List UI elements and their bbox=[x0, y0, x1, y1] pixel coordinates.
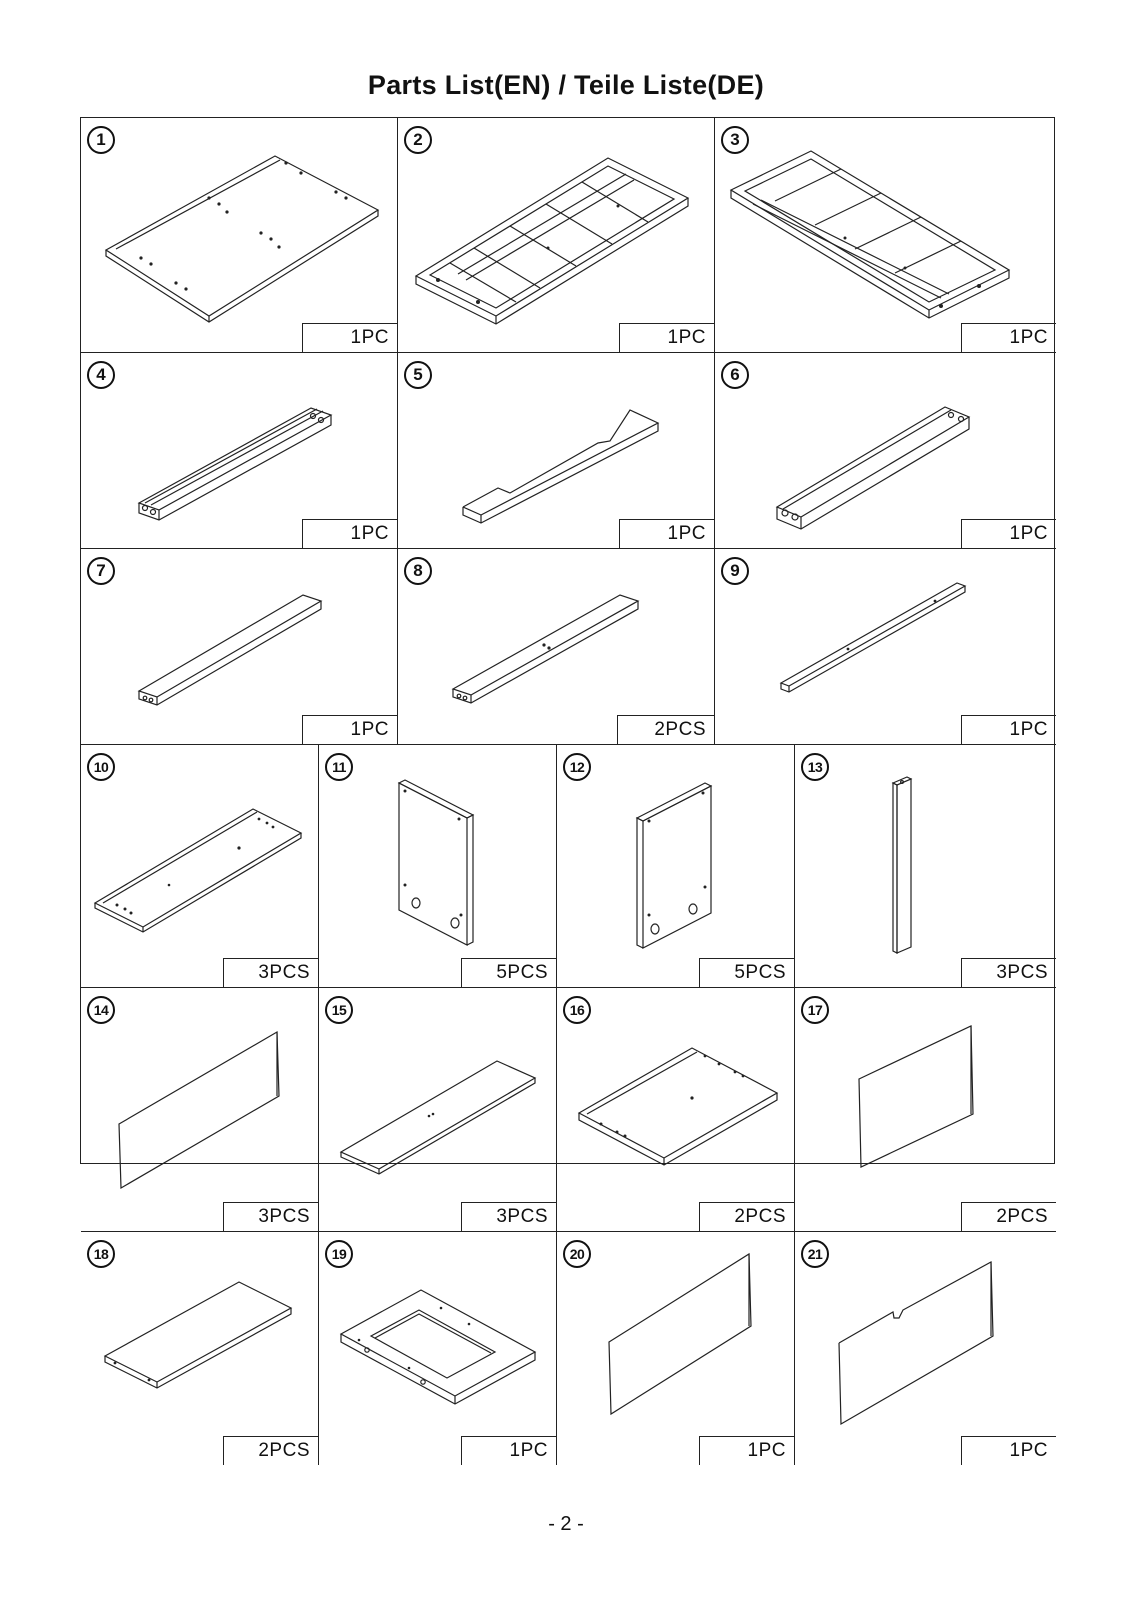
part-number-badge: 9 bbox=[721, 557, 749, 585]
part-2-drawing bbox=[398, 118, 715, 353]
quantity-label: 1PC bbox=[302, 715, 398, 745]
part-cell-2 bbox=[398, 118, 715, 353]
part-14-drawing bbox=[81, 988, 319, 1232]
part-cell-16 bbox=[557, 988, 795, 1232]
part-number-badge: 12 bbox=[563, 753, 591, 781]
part-number-badge: 11 bbox=[325, 753, 353, 781]
part-cell-20 bbox=[557, 1232, 795, 1465]
part-13-drawing bbox=[795, 745, 1056, 988]
part-number-badge: 8 bbox=[404, 557, 432, 585]
part-cell-8 bbox=[398, 549, 715, 745]
part-cell-17 bbox=[795, 988, 1056, 1232]
part-number-badge: 5 bbox=[404, 361, 432, 389]
quantity-label: 5PCS bbox=[461, 958, 557, 988]
part-cell-19 bbox=[319, 1232, 557, 1465]
part-number-badge: 17 bbox=[801, 996, 829, 1024]
quantity-label: 1PC bbox=[961, 1436, 1056, 1465]
part-cell-18 bbox=[81, 1232, 319, 1465]
quantity-label: 1PC bbox=[619, 519, 715, 549]
quantity-label: 5PCS bbox=[699, 958, 795, 988]
quantity-label: 1PC bbox=[619, 323, 715, 353]
part-cell-12 bbox=[557, 745, 795, 988]
quantity-label: 1PC bbox=[961, 715, 1056, 745]
part-cell-6 bbox=[715, 353, 1056, 549]
part-15-drawing bbox=[319, 988, 557, 1232]
page-number: - 2 - bbox=[548, 1513, 584, 1535]
part-cell-10 bbox=[81, 745, 319, 988]
part-number-badge: 7 bbox=[87, 557, 115, 585]
quantity-label: 1PC bbox=[699, 1436, 795, 1465]
part-16-drawing bbox=[557, 988, 795, 1232]
part-number-badge: 15 bbox=[325, 996, 353, 1024]
part-cell-9 bbox=[715, 549, 1056, 745]
quantity-label: 1PC bbox=[961, 323, 1056, 353]
quantity-label: 2PCS bbox=[617, 715, 715, 745]
quantity-label: 1PC bbox=[302, 519, 398, 549]
quantity-label: 3PCS bbox=[961, 958, 1056, 988]
part-number-badge: 21 bbox=[801, 1240, 829, 1268]
quantity-label: 3PCS bbox=[461, 1202, 557, 1232]
quantity-label: 3PCS bbox=[223, 958, 319, 988]
part-cell-5 bbox=[398, 353, 715, 549]
part-20-drawing bbox=[557, 1232, 795, 1465]
part-number-badge: 19 bbox=[325, 1240, 353, 1268]
part-number-badge: 2 bbox=[404, 126, 432, 154]
part-cell-14 bbox=[81, 988, 319, 1232]
quantity-label: 1PC bbox=[461, 1436, 557, 1465]
part-cell-1 bbox=[81, 118, 398, 353]
part-12-drawing bbox=[557, 745, 795, 988]
part-number-badge: 14 bbox=[87, 996, 115, 1024]
part-18-drawing bbox=[81, 1232, 319, 1465]
parts-grid bbox=[80, 117, 1055, 1461]
part-21-drawing bbox=[795, 1232, 1056, 1465]
quantity-label: 2PCS bbox=[961, 1202, 1056, 1232]
part-17-drawing bbox=[795, 988, 1056, 1232]
part-3-drawing bbox=[715, 118, 1056, 353]
part-cell-7 bbox=[81, 549, 398, 745]
quantity-label: 2PCS bbox=[223, 1436, 319, 1465]
part-1-drawing bbox=[81, 118, 398, 353]
quantity-label: 1PC bbox=[302, 323, 398, 353]
part-10-drawing bbox=[81, 745, 319, 988]
part-number-badge: 20 bbox=[563, 1240, 591, 1268]
part-number-badge: 1 bbox=[87, 126, 115, 154]
page-title: Parts List(EN) / Teile Liste(DE) bbox=[367, 70, 765, 100]
part-number-badge: 4 bbox=[87, 361, 115, 389]
part-number-badge: 6 bbox=[721, 361, 749, 389]
part-cell-15 bbox=[319, 988, 557, 1232]
part-cell-13 bbox=[795, 745, 1056, 988]
part-19-drawing bbox=[319, 1232, 557, 1465]
part-number-badge: 10 bbox=[87, 753, 115, 781]
quantity-label: 1PC bbox=[961, 519, 1056, 549]
quantity-label: 2PCS bbox=[699, 1202, 795, 1232]
part-11-drawing bbox=[319, 745, 557, 988]
quantity-label: 3PCS bbox=[223, 1202, 319, 1232]
part-cell-11 bbox=[319, 745, 557, 988]
part-number-badge: 18 bbox=[87, 1240, 115, 1268]
part-number-badge: 16 bbox=[563, 996, 591, 1024]
part-number-badge: 13 bbox=[801, 753, 829, 781]
part-cell-21 bbox=[795, 1232, 1056, 1465]
part-cell-4 bbox=[81, 353, 398, 549]
part-cell-3 bbox=[715, 118, 1056, 353]
part-number-badge: 3 bbox=[721, 126, 749, 154]
